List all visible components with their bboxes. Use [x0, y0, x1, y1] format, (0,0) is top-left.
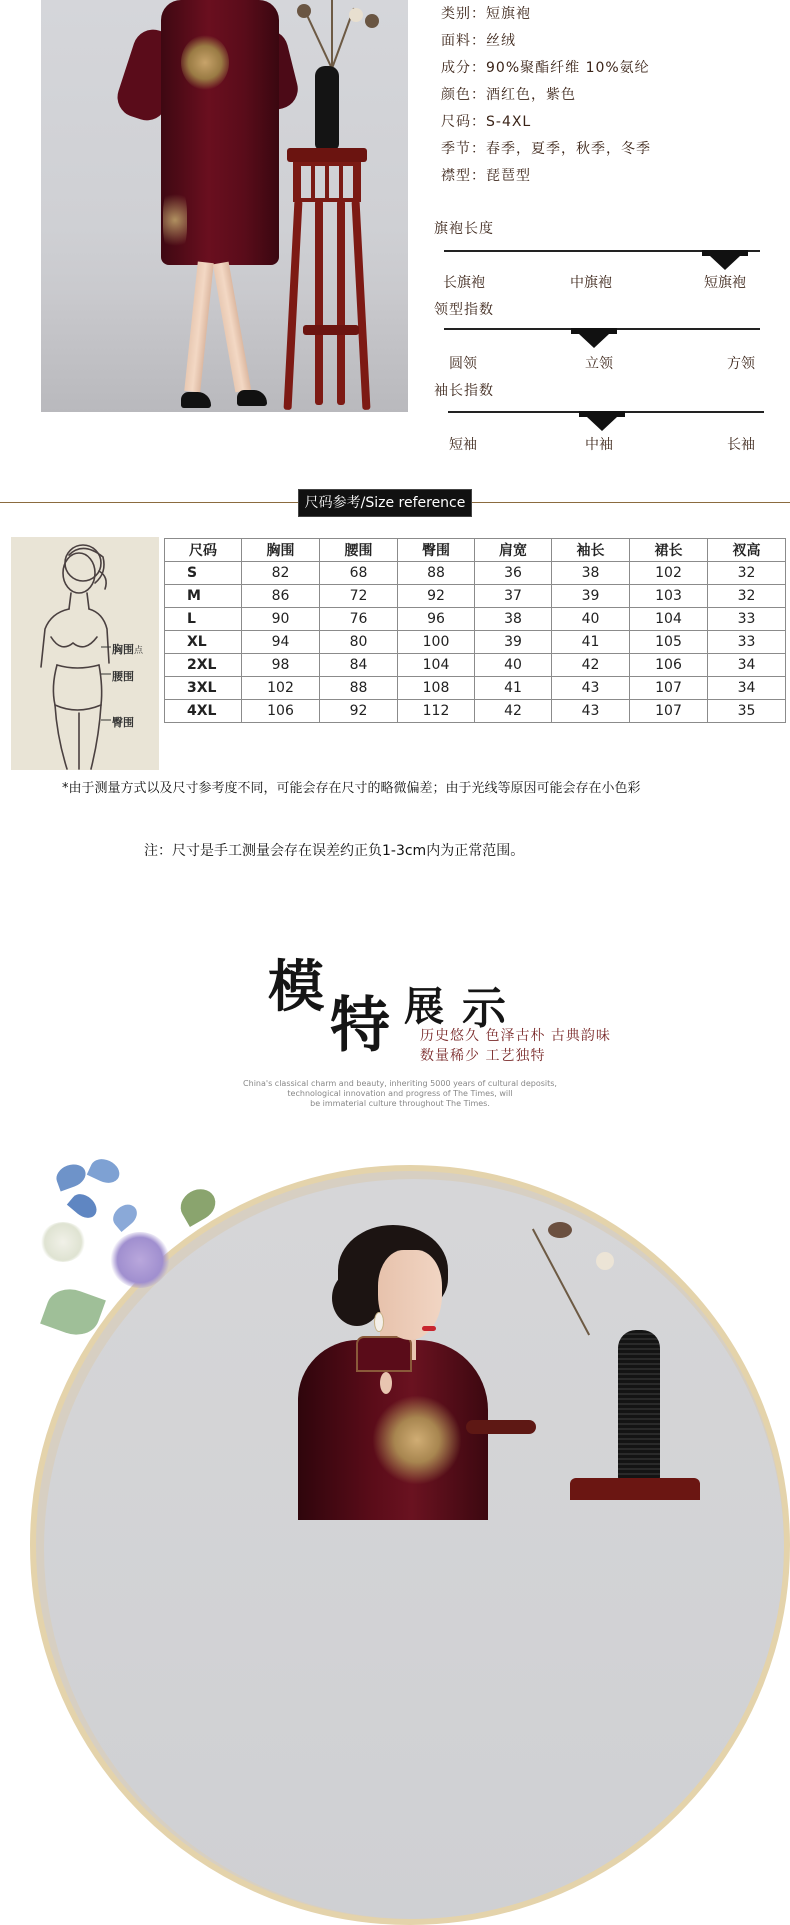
table-cell: 82 — [242, 562, 320, 585]
table-cell: 36 — [475, 562, 552, 585]
collar-scale-marker — [579, 334, 609, 348]
english-tagline-line: technological innovation and progress of The Times, will — [287, 1089, 513, 1098]
lotus-pod — [548, 1222, 572, 1238]
table-row — [165, 608, 786, 631]
stand-leg — [337, 200, 345, 405]
table-cell: 106 — [630, 654, 708, 677]
sketch-label-waist: 腰围 — [112, 670, 134, 683]
spec-composition — [441, 57, 650, 77]
table-cell: 43 — [552, 700, 630, 723]
table-cell: 33 — [708, 608, 786, 631]
black-vase — [315, 66, 339, 150]
table-row — [165, 562, 786, 585]
mandarin-collar — [356, 1336, 412, 1372]
english-tagline-line: be immaterial culture throughout The Times. — [310, 1099, 490, 1108]
header-size: 尺码 — [165, 539, 242, 562]
lotus-flower — [596, 1252, 614, 1270]
table-cell: 92 — [398, 585, 475, 608]
lotus-pod — [297, 4, 311, 18]
table-cell: 84 — [320, 654, 398, 677]
table-cell: 112 — [398, 700, 475, 723]
spec-label: 襟型： — [441, 168, 486, 184]
table-cell: 39 — [552, 585, 630, 608]
stand-leg — [315, 200, 323, 405]
table-cell: L — [165, 608, 242, 631]
header-sleeve: 袖长 — [552, 539, 630, 562]
table-cell: 107 — [630, 677, 708, 700]
spec-season — [441, 138, 651, 158]
table-cell: 105 — [630, 631, 708, 654]
table-header-row — [165, 539, 786, 562]
spec-value: S-4XL — [486, 114, 532, 130]
table-cell: M — [165, 585, 242, 608]
table-cell: 80 — [320, 631, 398, 654]
table-cell: 35 — [708, 700, 786, 723]
title-char: 模 — [268, 954, 324, 1020]
size-reference-header: 尺码参考/Size reference — [298, 489, 472, 517]
table-cell: 88 — [320, 677, 398, 700]
table-cell: 41 — [552, 631, 630, 654]
length-scale-marker — [710, 256, 740, 270]
wooden-chair-arm — [466, 1420, 536, 1434]
size-table — [164, 538, 786, 723]
spec-value: 短旗袍 — [486, 6, 531, 22]
spec-value: 90%聚酯纤维 10%氨纶 — [486, 60, 650, 76]
table-cell: 34 — [708, 677, 786, 700]
table-row — [165, 585, 786, 608]
collar-option-stand: 立领 — [585, 356, 613, 372]
table-cell: 88 — [398, 562, 475, 585]
chest-label: 胸围 — [112, 643, 134, 656]
wooden-stand-top — [287, 148, 367, 162]
decor-flower — [53, 1161, 89, 1192]
table-cell: 92 — [320, 700, 398, 723]
table-cell: 33 — [708, 631, 786, 654]
sleeve-option-mid: 中袖 — [585, 437, 613, 453]
sleeve-option-long: 长袖 — [727, 437, 755, 453]
dress-embroidery — [181, 35, 229, 90]
table-cell: 107 — [630, 700, 708, 723]
product-photo-top — [41, 0, 408, 412]
title-char: 示 — [462, 983, 506, 1034]
wooden-table — [570, 1478, 700, 1500]
table-cell: 90 — [242, 608, 320, 631]
stand-shelf — [303, 325, 359, 335]
length-option-mid: 中旗袍 — [570, 275, 612, 291]
wooden-stand-rail — [293, 162, 361, 202]
chest-suffix: 点 — [134, 646, 144, 656]
table-row — [165, 631, 786, 654]
black-vase — [618, 1330, 660, 1485]
decor-flower — [40, 1222, 86, 1262]
sleeve-scale-title: 袖长指数 — [434, 383, 494, 399]
collar-scale-title: 领型指数 — [434, 302, 494, 318]
pearl-earring — [374, 1312, 384, 1332]
model-lips — [422, 1326, 436, 1331]
header-waist: 腰围 — [320, 539, 398, 562]
sketch-label-chest — [112, 641, 143, 657]
table-cell: 86 — [242, 585, 320, 608]
dress-embroidery — [163, 185, 187, 255]
table-cell: 32 — [708, 585, 786, 608]
table-cell: 100 — [398, 631, 475, 654]
measurement-disclaimer: *由于测量方式以及尺寸参考度不同，可能会存在尺寸的略微偏差；由于光线等原因可能会存在小色彩 — [62, 781, 641, 796]
collar-keyhole — [380, 1372, 392, 1394]
table-cell: 42 — [552, 654, 630, 677]
collar-option-round: 圆领 — [449, 356, 477, 372]
table-cell: 72 — [320, 585, 398, 608]
table-cell: 98 — [242, 654, 320, 677]
spec-color — [441, 84, 576, 104]
table-cell: 102 — [242, 677, 320, 700]
table-cell: 40 — [475, 654, 552, 677]
spec-size — [441, 111, 531, 131]
table-cell: 4XL — [165, 700, 242, 723]
length-option-short: 短旗袍 — [704, 275, 746, 291]
table-cell: 103 — [630, 585, 708, 608]
table-cell: 34 — [708, 654, 786, 677]
table-cell: 42 — [475, 700, 552, 723]
model-subtitle-2: 数量稀少 工艺独特 — [420, 1048, 546, 1064]
table-cell: XL — [165, 631, 242, 654]
measurement-tolerance-note: 注：尺寸是手工测量会存在误差约正负1-3cm内为正常范围。 — [144, 843, 525, 859]
table-cell: 104 — [398, 654, 475, 677]
table-cell: 2XL — [165, 654, 242, 677]
decor-flower — [109, 1200, 142, 1232]
table-cell: 68 — [320, 562, 398, 585]
dress-embroidery — [372, 1395, 462, 1485]
english-tagline — [190, 1079, 610, 1109]
decor-stem — [331, 0, 333, 70]
table-cell: 39 — [475, 631, 552, 654]
spec-label: 尺码： — [441, 114, 486, 130]
spec-label: 面料： — [441, 33, 486, 49]
header-slit-height: 衩高 — [708, 539, 786, 562]
table-cell: 76 — [320, 608, 398, 631]
decor-flower — [67, 1189, 101, 1222]
table-cell: 94 — [242, 631, 320, 654]
spec-label: 颜色： — [441, 87, 486, 103]
table-cell: 37 — [475, 585, 552, 608]
table-cell: 108 — [398, 677, 475, 700]
decor-hydrangea — [110, 1232, 170, 1288]
table-row — [165, 700, 786, 723]
spec-value: 琵琶型 — [486, 168, 531, 184]
table-cell: 3XL — [165, 677, 242, 700]
spec-fabric — [441, 30, 516, 50]
spec-label: 成分： — [441, 60, 486, 76]
lotus-flower — [349, 8, 363, 22]
sleeve-scale-marker — [587, 417, 617, 431]
spec-value: 酒红色，紫色 — [486, 87, 576, 103]
table-cell: 41 — [475, 677, 552, 700]
title-char: 特 — [330, 991, 390, 1061]
spec-label: 类别： — [441, 6, 486, 22]
title-char: 展 — [404, 983, 444, 1030]
table-row — [165, 654, 786, 677]
body-measure-sketch — [11, 537, 159, 770]
spec-label: 季节： — [441, 141, 486, 157]
decor-flower — [87, 1155, 123, 1188]
model-subtitle-1: 历史悠久 色泽古朴 古典韵味 — [420, 1028, 611, 1044]
sleeve-option-short: 短袖 — [449, 437, 477, 453]
model-shoe — [181, 392, 211, 408]
spec-placket — [441, 165, 531, 185]
table-cell: S — [165, 562, 242, 585]
table-row — [165, 677, 786, 700]
sketch-label-hip: 臀围 — [112, 716, 134, 729]
header-shoulder: 肩宽 — [475, 539, 552, 562]
table-cell: 40 — [552, 608, 630, 631]
table-cell: 38 — [475, 608, 552, 631]
collar-option-square: 方领 — [727, 356, 755, 372]
table-cell: 106 — [242, 700, 320, 723]
spec-category — [441, 3, 531, 23]
header-hip: 臀围 — [398, 539, 475, 562]
length-option-long: 长旗袍 — [443, 275, 485, 291]
lotus-pod — [365, 14, 379, 28]
table-cell: 32 — [708, 562, 786, 585]
table-cell: 102 — [630, 562, 708, 585]
header-chest: 胸围 — [242, 539, 320, 562]
length-scale-title: 旗袍长度 — [434, 221, 494, 237]
table-cell: 38 — [552, 562, 630, 585]
spec-value: 丝绒 — [486, 33, 516, 49]
spec-value: 春季，夏季，秋季，冬季 — [486, 141, 651, 157]
table-cell: 104 — [630, 608, 708, 631]
table-cell: 43 — [552, 677, 630, 700]
table-cell: 96 — [398, 608, 475, 631]
model-shoe — [237, 390, 267, 406]
header-skirt-length: 裙长 — [630, 539, 708, 562]
english-tagline-line: China's classical charm and beauty, inheriting 5000 years of cultural deposits, — [243, 1079, 557, 1088]
